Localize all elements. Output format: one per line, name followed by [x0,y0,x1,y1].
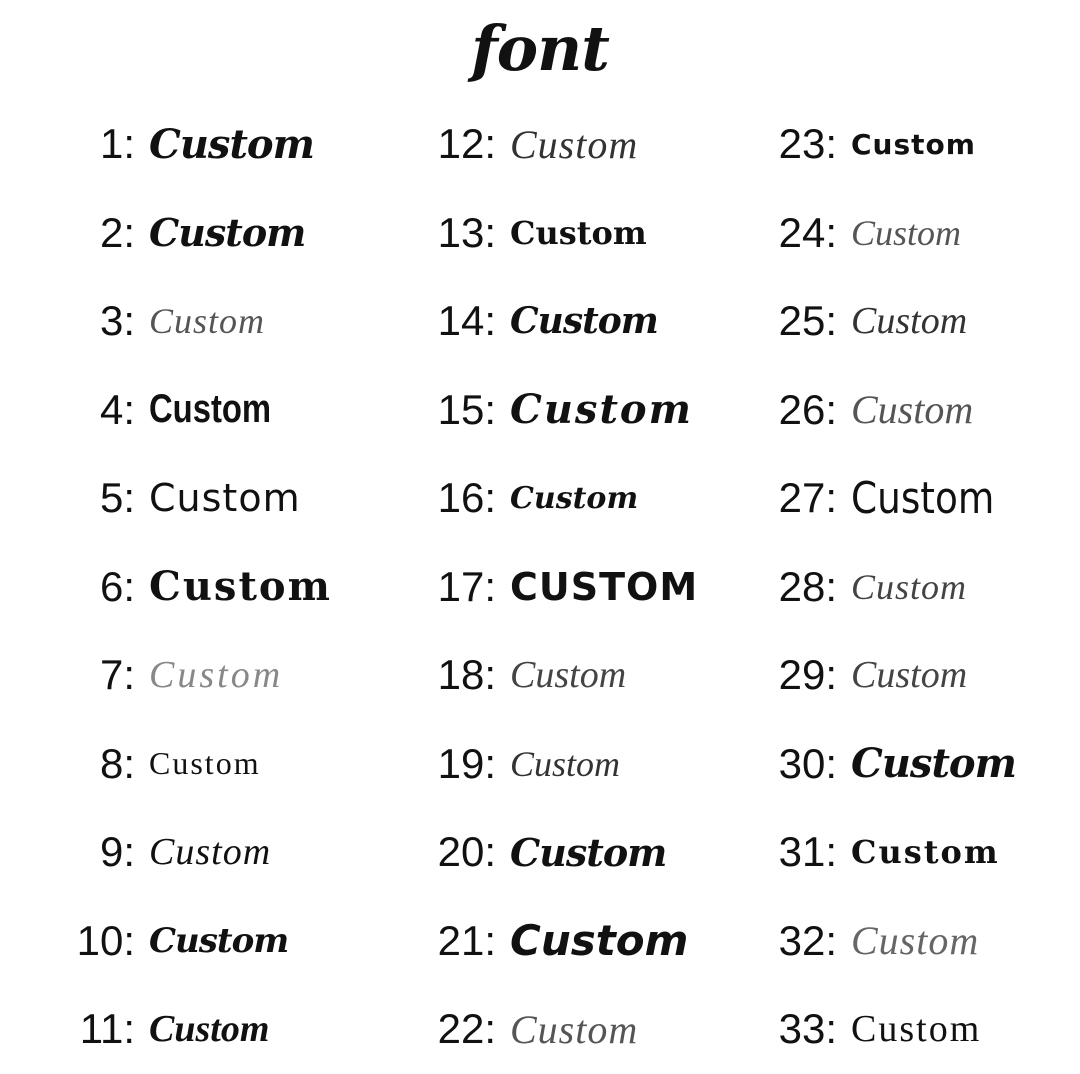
font-sample: Custom [851,833,1000,872]
font-number: 30: [778,739,837,787]
font-sample: Custom [149,745,261,782]
font-number: 13: [437,208,496,256]
font-option-25[interactable] [757,277,1080,366]
font-sample: Custom [851,300,968,343]
font-option-21[interactable] [418,897,758,986]
font-number: 18: [437,651,496,699]
font-sample: Custom [851,1008,982,1051]
font-option-23[interactable] [757,100,1080,189]
font-option-15[interactable] [418,366,758,455]
font-number: 21: [437,916,496,964]
font-number: 5: [99,474,135,522]
font-column-3 [757,100,1080,1074]
font-option-12[interactable] [418,100,758,189]
font-option-18[interactable] [418,631,758,720]
font-option-28[interactable] [757,543,1080,632]
font-number: 4: [99,385,135,433]
font-sample: Custom [510,213,647,252]
font-number: 15: [437,385,496,433]
font-number: 19: [437,739,496,787]
font-sample: Custom [510,300,658,343]
font-number: 14: [437,297,496,345]
font-sample: Custom [510,1006,639,1052]
font-number: 29: [778,651,837,699]
font-number: 3: [99,297,135,345]
font-number: 31: [778,828,837,876]
font-sample: Custom [510,654,627,697]
font-number: 10: [76,916,135,964]
font-option-10[interactable] [55,897,395,986]
font-sample: Custom [149,831,272,874]
font-number: 23: [778,120,837,168]
font-option-24[interactable] [757,189,1080,278]
font-sample: Custom [510,829,667,875]
font-sample: Custom [149,563,332,611]
font-number: 9: [99,828,135,876]
font-column-2 [418,100,758,1074]
font-option-11[interactable] [55,985,395,1074]
font-option-6[interactable] [55,543,395,632]
font-sample: Custom [851,654,968,697]
font-option-26[interactable] [757,366,1080,455]
font-number: 16: [437,474,496,522]
font-sample: Custom [510,386,693,434]
font-number: 26: [778,385,837,433]
font-option-3[interactable] [55,277,395,366]
font-option-14[interactable] [418,277,758,366]
font-number: 11: [79,1005,135,1053]
font-option-27[interactable] [757,454,1080,543]
font-option-2[interactable] [55,189,395,278]
font-sample: Custom [510,916,689,966]
font-sample: Custom [510,480,639,516]
font-number: 27: [778,474,837,522]
font-option-32[interactable] [757,897,1080,986]
font-sample: Custom [851,127,976,161]
font-sample: Custom [510,743,621,784]
font-option-33[interactable] [757,985,1080,1074]
font-number: 17: [437,562,496,610]
font-option-13[interactable] [418,189,758,278]
font-option-5[interactable] [55,454,395,543]
font-option-17[interactable] [418,543,758,632]
font-sample: Custom [149,920,289,961]
font-sample: Custom [851,387,974,433]
font-number: 8: [99,739,135,787]
font-option-20[interactable] [418,808,758,897]
font-number: 7: [99,651,135,699]
font-option-19[interactable] [418,720,758,809]
font-number: 6: [99,562,135,610]
font-number: 2: [99,208,135,256]
font-number: 12: [437,120,496,168]
font-sample: Custom [851,918,980,964]
font-sample: Custom [149,210,306,256]
font-sample: Custom [149,301,266,342]
font-number: 20: [437,828,496,876]
font-sample: Custom [149,476,301,521]
font-option-29[interactable] [757,631,1080,720]
font-sample: Custom [149,120,314,168]
font-number: 1: [99,120,135,168]
font-option-30[interactable] [757,720,1080,809]
font-number: 25: [778,297,837,345]
font-sample: Custom [851,472,995,524]
font-sample: Custom [149,1008,270,1051]
font-number: 33: [778,1005,837,1053]
font-column-1 [55,100,395,1074]
font-option-31[interactable] [757,808,1080,897]
font-number: 24: [778,208,837,256]
font-option-7[interactable] [55,631,395,720]
font-sample: Custom [851,212,962,253]
font-number: 22: [437,1005,496,1053]
font-number: 32: [778,916,837,964]
font-sample: CUSTOM [510,564,699,609]
font-option-4[interactable] [55,366,395,455]
page-title: font [471,12,609,85]
font-option-1[interactable] [55,100,395,189]
font-sample: Custom [851,740,1016,788]
font-sample: Custom [510,121,639,167]
font-sample: Custom [149,387,272,432]
font-sample: Custom [851,566,968,607]
font-option-16[interactable] [418,454,758,543]
font-sample: Custom [149,654,284,697]
font-option-8[interactable] [55,720,395,809]
font-option-22[interactable] [418,985,758,1074]
font-option-9[interactable] [55,808,395,897]
font-number: 28: [778,562,837,610]
